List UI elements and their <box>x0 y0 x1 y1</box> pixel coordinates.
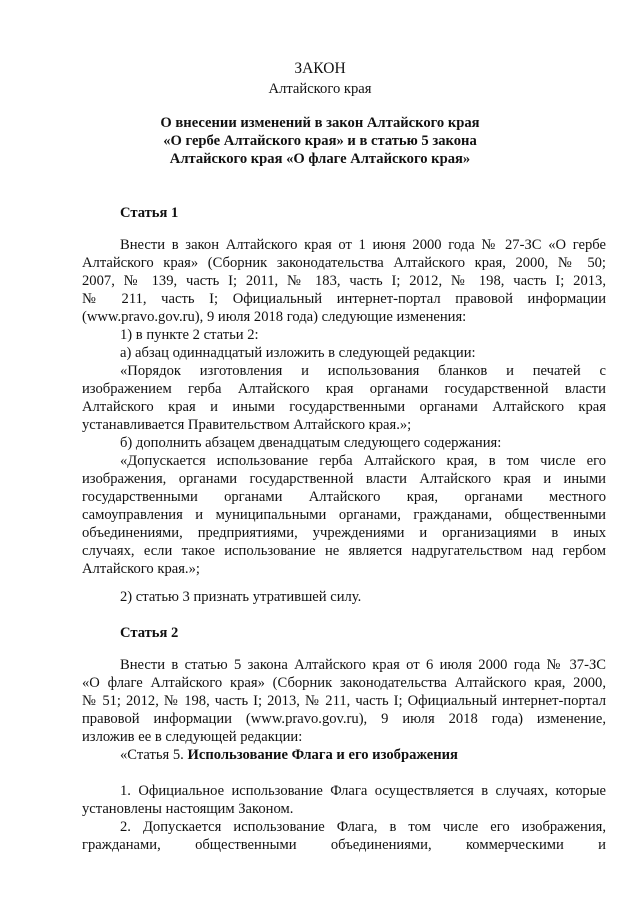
article-1-line: Внести в закон Алтайского края от 1 июня 2000 года № 27-ЗС «О гербе <box>120 237 606 253</box>
article-1-line: «Порядок изготовления и использования бланков и печатей с <box>120 363 606 379</box>
article-1-item-2: 2) статью 3 признать утратившей силу. <box>120 589 362 605</box>
article-1-line: государственными органами Алтайского края, органами местного <box>82 489 606 505</box>
law-heading-line-1: О внесении изменений в закон Алтайского края <box>160 115 480 131</box>
article-1-line: а) абзац одиннадцатый изложить в следующей редакции: <box>120 345 476 361</box>
article-1-line: Алтайского края.»; <box>82 561 200 577</box>
article-5-p2-line: 2. Допускается использование Флага, в том числе его изображения, <box>120 819 606 835</box>
article-1-line: (www.pravo.gov.ru), 9 июля 2018 года) следующие изменения: <box>82 309 467 325</box>
article-1-line: объединениями, предприятиями, учреждениями и организациями в иных <box>82 525 606 541</box>
article-1-line: 1) в пункте 2 статьи 2: <box>120 327 259 343</box>
article-1-line: Алтайского края и иными государственными органами Алтайского края <box>82 399 606 415</box>
law-heading-line-2: «О гербе Алтайского края» и в статью 5 закона <box>163 133 477 149</box>
article-5-p1-line: установлены настоящим Законом. <box>82 801 294 817</box>
article-1-line: Алтайского края» (Сборник законодательства Алтайского края, 2000, № 50; <box>82 255 606 271</box>
article-5-quote-heading <box>120 746 458 764</box>
article-1-line: № 211, часть I; Официальный интернет-портал правовой информации <box>82 291 606 307</box>
article-5-p1-line: 1. Официальное использование Флага осуществляется в случаях, которые <box>120 783 606 799</box>
article-1-line: самоуправления и муниципальными органами, гражданами, общественными <box>82 507 606 523</box>
law-subtitle: Алтайского края <box>268 81 372 97</box>
law-title: ЗАКОН <box>294 60 346 77</box>
article-2-line: изложив ее в следующей редакции: <box>82 729 303 745</box>
article-1-line: изображения, органами государственной власти Алтайского края и иными <box>82 471 606 487</box>
article-1-line: б) дополнить абзацем двенадцатым следующего содержания: <box>120 435 502 451</box>
article-1-line: случаях, если такое использование не является надругательством над гербом <box>82 543 606 559</box>
article-1-line: 2007, № 139, часть I; 2011, № 183, часть I; 2012, № 198, часть I; 2013, <box>82 273 606 289</box>
article-2-line: № 51; 2012, № 198, часть I; 2013, № 211, часть I; Официальный интернет-портал <box>82 693 606 709</box>
article-1-line: устанавливается Правительством Алтайского края.»; <box>82 417 412 433</box>
law-heading-line-3: Алтайского края «О флаге Алтайского края» <box>169 151 471 167</box>
article-2-line: правовой информации (www.pravo.gov.ru), 9 июля 2018 года) изменение, <box>82 711 606 727</box>
article-2-line: «О флаге Алтайского края» (Сборник законодательства Алтайского края, 2000, <box>82 675 606 691</box>
article-5-p2-line: гражданами, общественными объединениями, коммерческими и <box>82 837 606 853</box>
article-1-title: Статья 1 <box>120 205 179 221</box>
article-1-line: «Допускается использование герба Алтайского края, в том числе его <box>120 453 606 469</box>
article-1-line: изображением герба Алтайского края органами государственной власти <box>82 381 606 397</box>
article-5-quote-prefix: «Статья 5. <box>120 747 188 763</box>
article-2-line: Внести в статью 5 закона Алтайского края от 6 июля 2000 года № 37-ЗС <box>120 657 606 673</box>
article-2-title: Статья 2 <box>120 625 179 641</box>
article-5-quote-title: Использование Флага и его изображения <box>187 747 458 763</box>
